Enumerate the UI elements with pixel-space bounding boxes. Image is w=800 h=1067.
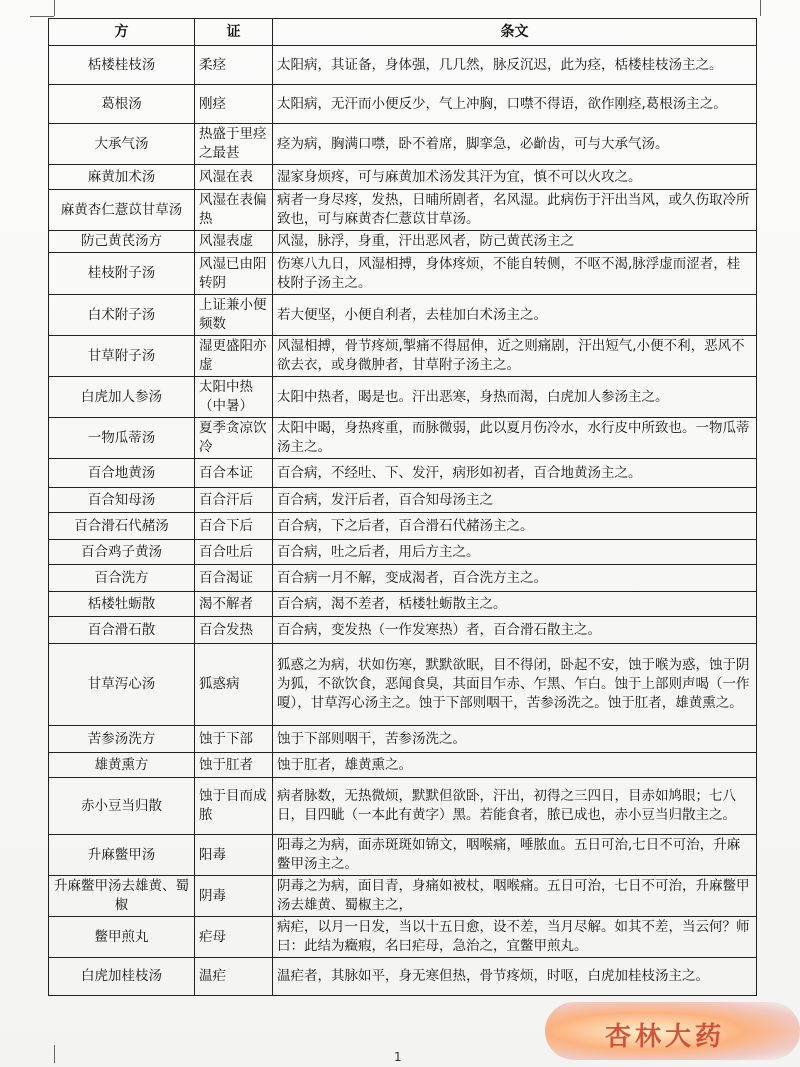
fang-cell: 百合滑石散 <box>49 617 195 644</box>
fang-cell: 一物瓜蒂汤 <box>49 418 195 459</box>
tiaowen-cell: 病者脉数，无热微烦，默默但欲卧，汗出，初得之三四日，目赤如鸠眼；七八日，目四眦（一本此有黄字）黑。若能食者，脓已成也，赤小豆当归散主之。 <box>273 778 757 835</box>
zheng-cell: 百合汗后 <box>195 488 273 513</box>
table-row <box>49 726 757 753</box>
tiaowen-cell: 百合病，渴不差者，栝楼牡蛎散主之。 <box>273 592 757 617</box>
zheng-cell: 阴毒 <box>195 876 273 917</box>
crop-mark-top-right <box>760 0 761 16</box>
tiaowen-cell: 蚀于肛者，雄黄熏之。 <box>273 753 757 778</box>
table-row <box>49 958 757 996</box>
zheng-cell: 百合下后 <box>195 513 273 540</box>
watermark-logo <box>545 1002 800 1060</box>
table-row <box>49 592 757 617</box>
zheng-cell: 热盛于里痉之最甚 <box>195 124 273 165</box>
fang-cell: 升麻鳖甲汤 <box>49 835 195 876</box>
table-row <box>49 46 757 85</box>
header-fang: 方 <box>49 19 195 46</box>
fang-cell: 白虎加桂枝汤 <box>49 958 195 996</box>
zheng-cell: 风湿在表 <box>195 165 273 190</box>
zheng-cell: 蚀于肛者 <box>195 753 273 778</box>
table-row <box>49 336 757 377</box>
zheng-cell: 阳毒 <box>195 835 273 876</box>
table-row <box>49 644 757 726</box>
table-header-row <box>49 19 757 46</box>
table-row <box>49 565 757 592</box>
zheng-cell: 风湿在表偏热 <box>195 190 273 231</box>
tiaowen-cell: 若大便坚，小便自利者，去桂加白术汤主之。 <box>273 295 757 336</box>
zheng-cell: 上证兼小便频数 <box>195 295 273 336</box>
tiaowen-cell: 太阳病，无汗而小便反少，气上冲胸，口噤不得语，欲作刚痉,葛根汤主之。 <box>273 85 757 124</box>
fang-cell: 百合知母汤 <box>49 488 195 513</box>
page-number: 1 <box>394 1050 402 1064</box>
table-row <box>49 876 757 917</box>
watermark-text: 杏林大药 <box>605 1022 726 1052</box>
zheng-cell: 百合本证 <box>195 459 273 488</box>
zheng-cell: 疟母 <box>195 917 273 958</box>
tiaowen-cell: 太阳中热者，暍是也。汗出恶寒，身热而渴，白虎加人参汤主之。 <box>273 377 757 418</box>
fang-cell: 桂枝附子汤 <box>49 253 195 295</box>
tiaowen-cell: 伤寒八九日，风湿相搏，身体疼烦，不能自转侧，不呕不渴,脉浮虚而涩者，桂枝附子汤主之。 <box>273 253 757 295</box>
fang-cell: 葛根汤 <box>49 85 195 124</box>
tiaowen-cell: 百合病一月不解，变成渴者，百合洗方主之。 <box>273 565 757 592</box>
table-row <box>49 459 757 488</box>
fang-cell: 百合地黄汤 <box>49 459 195 488</box>
tiaowen-cell: 太阳中暍，身热疼重，而脉微弱，此以夏月伤冷水，水行皮中所致也。一物瓜蒂汤主之。 <box>273 418 757 459</box>
crop-mark-top-left <box>54 0 55 16</box>
zheng-cell: 太阳中热（中暑） <box>195 377 273 418</box>
header-zheng: 证 <box>195 19 273 46</box>
zheng-cell: 百合发热 <box>195 617 273 644</box>
table-row <box>49 917 757 958</box>
table-row <box>49 513 757 540</box>
fang-cell: 栝楼牡蛎散 <box>49 592 195 617</box>
tiaowen-cell: 温疟者，其脉如平，身无寒但热，骨节疼烦，时呕，白虎加桂枝汤主之。 <box>273 958 757 996</box>
fang-cell: 麻黄加术汤 <box>49 165 195 190</box>
fang-cell: 百合鸡子黄汤 <box>49 540 195 565</box>
tiaowen-cell: 百合病，下之后者，百合滑石代赭汤主之。 <box>273 513 757 540</box>
table-row <box>49 617 757 644</box>
zheng-cell: 狐惑病 <box>195 644 273 726</box>
tiaowen-cell: 阳毒之为病，面赤斑斑如锦文，咽喉痛，唾脓血。五日可治,七日不可治，升麻鳖甲汤主之。 <box>273 835 757 876</box>
table-row <box>49 124 757 165</box>
tiaowen-cell: 风湿相搏，骨节疼烦,掣痛不得屈伸，近之则痛剧，汗出短气,小便不利，恶风不欲去衣，或身微肿者，甘草附子汤主之。 <box>273 336 757 377</box>
zheng-cell: 刚痉 <box>195 85 273 124</box>
fang-cell: 升麻鳖甲汤去雄黄、蜀椒 <box>49 876 195 917</box>
header-tiaowen: 条文 <box>273 19 757 46</box>
tiaowen-cell: 痉为病，胸满口噤，卧不着席，脚挛急，必齘齿，可与大承气汤。 <box>273 124 757 165</box>
fang-cell: 百合洗方 <box>49 565 195 592</box>
table-row <box>49 418 757 459</box>
fang-cell: 栝楼桂枝汤 <box>49 46 195 85</box>
zheng-cell: 温疟 <box>195 958 273 996</box>
fang-cell: 苦参汤洗方 <box>49 726 195 753</box>
zheng-cell: 蚀于下部 <box>195 726 273 753</box>
fang-cell: 白虎加人参汤 <box>49 377 195 418</box>
zheng-cell: 风湿表虚 <box>195 231 273 253</box>
fang-cell: 白术附子汤 <box>49 295 195 336</box>
zheng-cell: 柔痉 <box>195 46 273 85</box>
table-row <box>49 165 757 190</box>
tiaowen-cell: 太阳病，其证备，身体强，几几然，脉反沉迟，此为痉，栝楼桂枝汤主之。 <box>273 46 757 85</box>
table-row <box>49 295 757 336</box>
fang-cell: 麻黄杏仁薏苡甘草汤 <box>49 190 195 231</box>
fang-cell: 防己黄芪汤方 <box>49 231 195 253</box>
fang-cell: 鳖甲煎丸 <box>49 917 195 958</box>
crop-mark-bottom-left <box>54 1045 55 1063</box>
fang-cell: 雄黄熏方 <box>49 753 195 778</box>
table-row <box>49 753 757 778</box>
zheng-cell: 夏季贪凉饮冷 <box>195 418 273 459</box>
table-body <box>49 46 757 996</box>
table-row <box>49 540 757 565</box>
table-row <box>49 190 757 231</box>
table-row <box>49 231 757 253</box>
tiaowen-cell: 百合病，发汗后者，百合知母汤主之 <box>273 488 757 513</box>
tiaowen-cell: 病疟，以月一日发，当以十五日愈，设不差，当月尽解。如其不差，当云何？师曰：此结为癥瘕，名曰疟母，急治之，宜鳖甲煎丸。 <box>273 917 757 958</box>
table-row <box>49 253 757 295</box>
fang-cell: 甘草附子汤 <box>49 336 195 377</box>
zheng-cell: 蚀于目而成脓 <box>195 778 273 835</box>
fang-cell: 甘草泻心汤 <box>49 644 195 726</box>
fang-cell: 大承气汤 <box>49 124 195 165</box>
zheng-cell: 百合渴证 <box>195 565 273 592</box>
table-row <box>49 85 757 124</box>
zheng-cell: 渴不解者 <box>195 592 273 617</box>
fang-cell: 百合滑石代赭汤 <box>49 513 195 540</box>
tiaowen-cell: 阴毒之为病，面目青，身痛如被杖，咽喉痛。五日可治，七日不可治，升麻鳖甲汤去雄黄、蜀椒主之， <box>273 876 757 917</box>
crop-mark-top-left-h <box>30 16 54 17</box>
tiaowen-cell: 病者一身尽疼，发热，日晡所剧者，名风湿。此病伤于汗出当风，或久伤取冷所致也，可与麻黄杏仁薏苡甘草汤。 <box>273 190 757 231</box>
table-row <box>49 377 757 418</box>
fang-cell: 赤小豆当归散 <box>49 778 195 835</box>
table-row <box>49 835 757 876</box>
tiaowen-cell: 蚀于下部则咽干，苦参汤洗之。 <box>273 726 757 753</box>
tiaowen-cell: 湿家身烦疼，可与麻黄加术汤发其汗为宜，慎不可以火攻之。 <box>273 165 757 190</box>
table-row <box>49 778 757 835</box>
zheng-cell: 风湿已由阳转阴 <box>195 253 273 295</box>
zheng-cell: 百合吐后 <box>195 540 273 565</box>
formula-table <box>48 18 757 996</box>
table-row <box>49 488 757 513</box>
zheng-cell: 湿更盛阳亦虚 <box>195 336 273 377</box>
tiaowen-cell: 百合病，不经吐、下、发汗，病形如初者，百合地黄汤主之。 <box>273 459 757 488</box>
tiaowen-cell: 风湿，脉浮，身重，汗出恶风者，防己黄芪汤主之 <box>273 231 757 253</box>
tiaowen-cell: 百合病，吐之后者，用后方主之。 <box>273 540 757 565</box>
tiaowen-cell: 狐惑之为病，状如伤寒，默默欲眠，目不得闭，卧起不安，蚀于喉为惑，蚀于阴为狐，不欲饮食，恶闻食臭，其面目乍赤、乍黑、乍白。蚀于上部则声喝（一作嗄），甘草泻心汤主之。蚀于下部则咽干，苦参汤洗之。蚀于肛者，雄黄熏之。 <box>273 644 757 726</box>
tiaowen-cell: 百合病，变发热（一作发寒热）者，百合滑石散主之。 <box>273 617 757 644</box>
